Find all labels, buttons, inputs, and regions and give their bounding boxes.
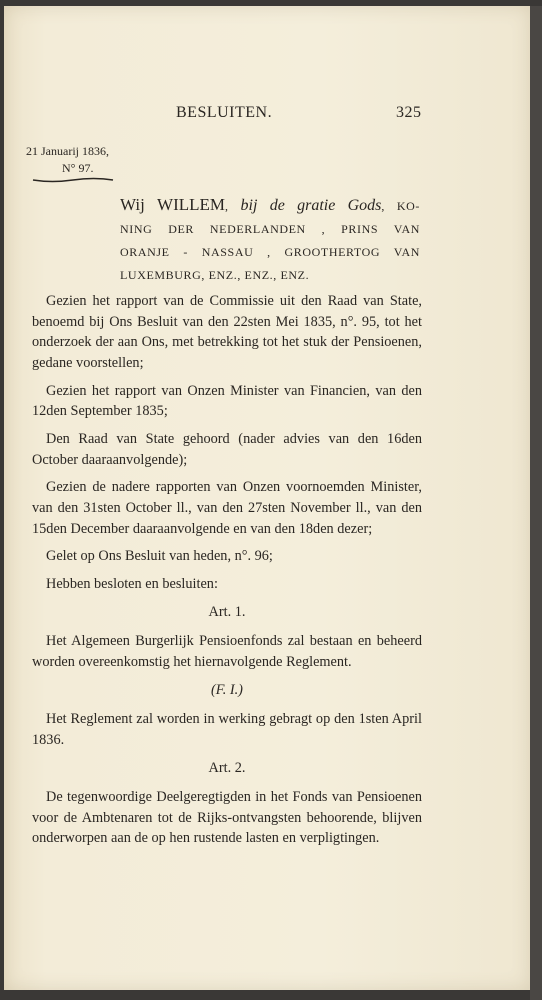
- article-2-text: De tegenwoordige Deelgeregtigden in het Fonds van Pensioenen voor de Ambtenaren tot de Rijks-ontvangsten behoorende, blijven onderworpen aan de op hen rustende lasten en verpligtingen.: [32, 789, 422, 847]
- form-reference-heading: (F. I.): [211, 681, 243, 698]
- article-2-heading: Art. 2.: [208, 759, 246, 776]
- paragraph-commissie: Gezien het rapport van de Commissie uit den Raad van State, benoemd bij Ons Besluit van den 22sten Mei 1835, n°. 95, tot het onderzoek der aan Ons, met betrekking tot het stuk der Pensioenen, gedane voorstellen;: [32, 293, 422, 371]
- preamble-line-3: ORANJE - NASSAU , GROOTHERTOG VAN: [120, 245, 420, 259]
- page-header: [4, 104, 530, 128]
- form-reference-text: Het Reglement zal worden in werking gebragt op den 1sten April 1836.: [32, 711, 422, 748]
- preamble-line-1: Wij WILLEM, bij de gratie Gods, KO-: [120, 195, 421, 214]
- preamble-line-1-end: , KO-: [381, 199, 421, 213]
- article-1-heading: Art. 1.: [208, 603, 246, 620]
- preamble-line-2: NING DER NEDERLANDEN , PRINS VAN: [120, 222, 420, 236]
- flourish-ornament: [32, 177, 114, 183]
- paragraph-raad-van-state: Den Raad van State gehoord (nader advies van den 16den October daaraanvolgende);: [32, 430, 422, 468]
- book-page: [4, 6, 530, 990]
- paragraph-besloten: Hebben besloten en besluiten:: [46, 576, 218, 593]
- paragraph-rapporten: Gezien de nadere rapporten van Onzen voornoemden Minister, van den 31sten October ll., van den 27sten November ll., van den 15den December daaraanvolgende en van den 18den dezer;: [32, 479, 422, 537]
- decree-date: 21 Januarij 1836,: [26, 144, 109, 158]
- page-number: 325: [396, 104, 422, 121]
- royal-preamble: [120, 193, 420, 287]
- article-1-text: Het Algemeen Burgerlijk Pensioenfonds zal bestaan en beheerd worden overeenkomstig het hiernavolgende Reglement.: [32, 633, 422, 671]
- preamble-italic: bij de gratie Gods: [240, 197, 382, 214]
- page-edge: [530, 6, 542, 1000]
- decree-number: N° 97.: [62, 161, 94, 175]
- running-title: BESLUITEN.: [176, 104, 273, 121]
- preamble-lead: Wij WILLEM: [120, 195, 226, 214]
- decree-body: [32, 291, 422, 856]
- preamble-line-4: LUXEMBURG, ENZ., ENZ., ENZ.: [120, 268, 310, 282]
- margin-note: [26, 143, 136, 177]
- paragraph-minister: Gezien het rapport van Onzen Minister van Financien, van den 12den September 1835;: [32, 382, 422, 420]
- paragraph-gelet-op: Gelet op Ons Besluit van heden, n°. 96;: [46, 548, 273, 565]
